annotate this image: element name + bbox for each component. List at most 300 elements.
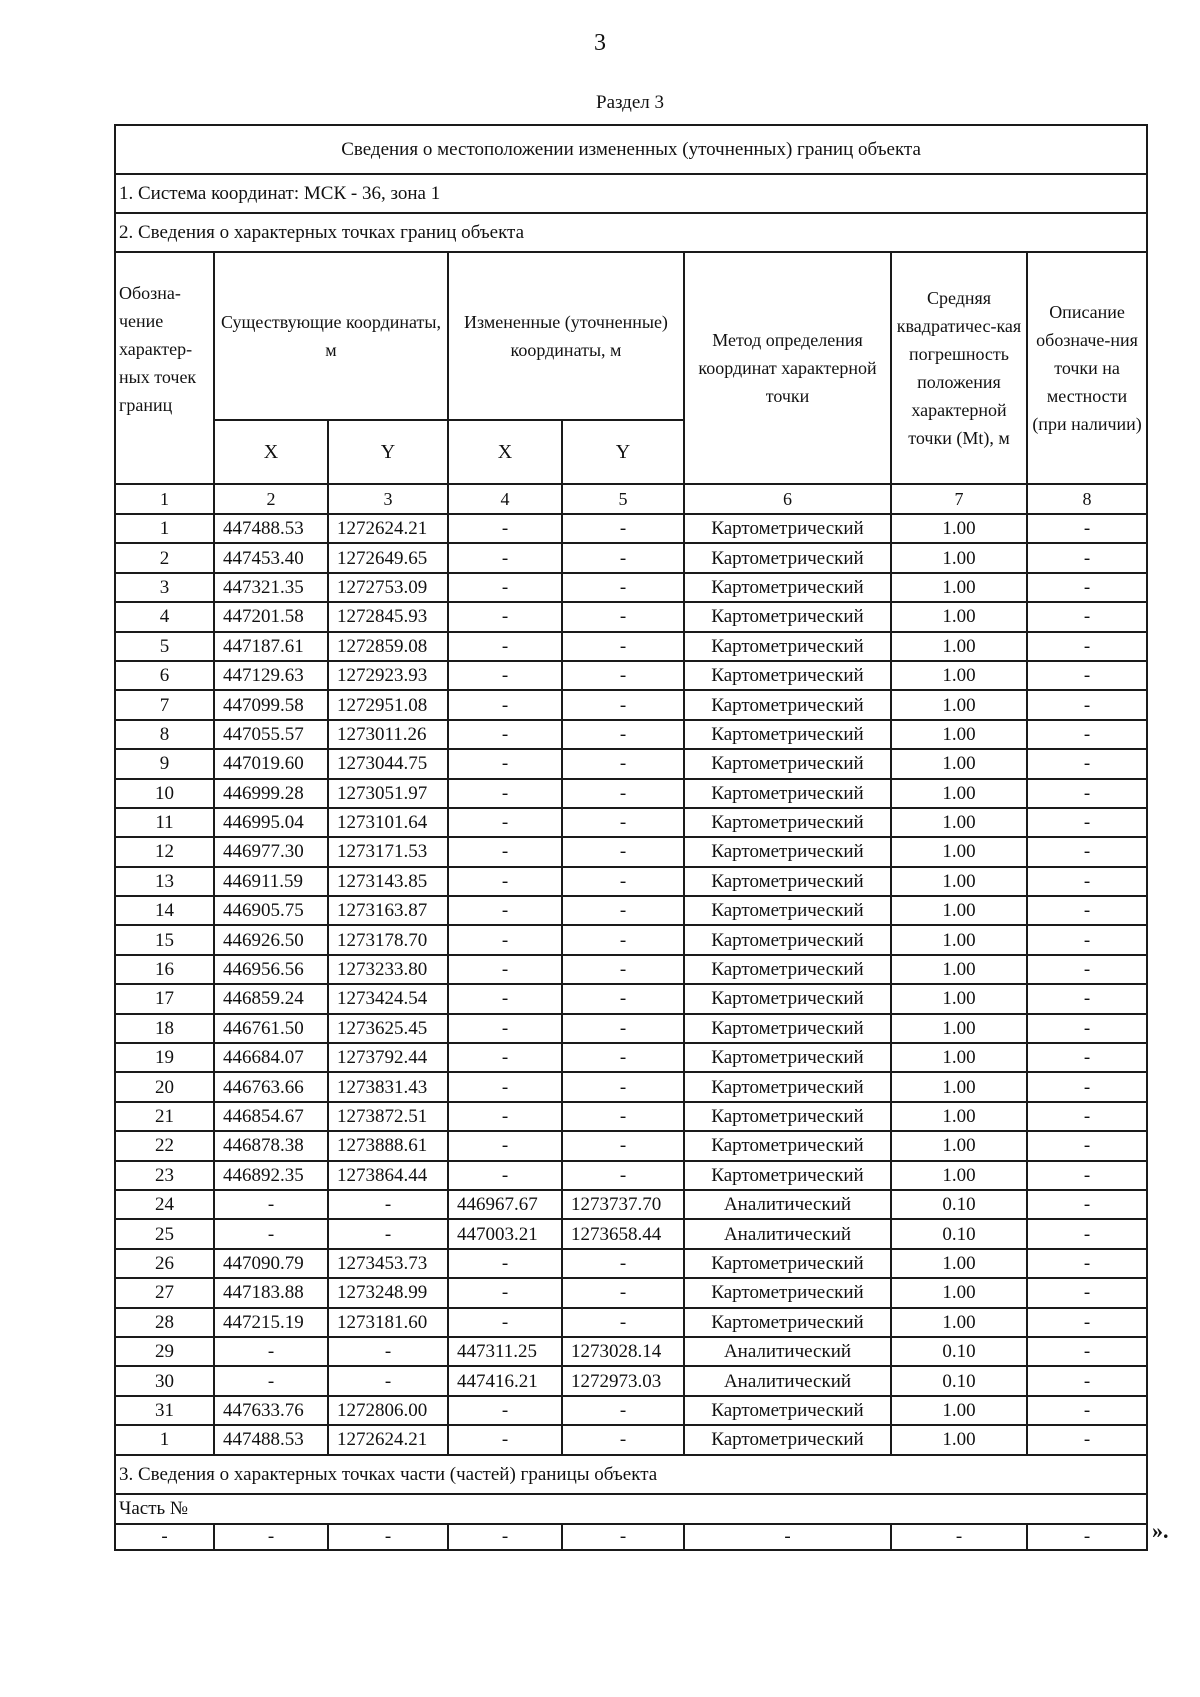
cell-existing-x: 447183.88 [214, 1278, 328, 1307]
cell-point-number: 3 [115, 573, 214, 602]
part-cell: - [562, 1524, 684, 1550]
cell-description: - [1027, 1161, 1147, 1190]
cell-rms-error: 1.00 [891, 1249, 1027, 1278]
table-row [115, 661, 1147, 690]
table-row [115, 602, 1147, 631]
cell-description: - [1027, 1249, 1147, 1278]
cell-existing-x: 446926.50 [214, 925, 328, 954]
cell-existing-y: 1272859.08 [328, 632, 448, 661]
cell-existing-y: 1273424.54 [328, 984, 448, 1013]
table-row [115, 984, 1147, 1013]
cell-changed-y: - [562, 1425, 684, 1454]
cell-rms-error: 1.00 [891, 1278, 1027, 1307]
header-existing-x: X [214, 420, 328, 484]
cell-rms-error: 1.00 [891, 779, 1027, 808]
cell-description: - [1027, 779, 1147, 808]
cell-rms-error: 1.00 [891, 1043, 1027, 1072]
cell-rms-error: 1.00 [891, 1102, 1027, 1131]
cell-existing-x: 446763.66 [214, 1072, 328, 1101]
table-row [115, 1308, 1147, 1337]
cell-changed-x: - [448, 955, 562, 984]
cell-description: - [1027, 925, 1147, 954]
cell-method: Картометрический [684, 1425, 891, 1454]
cell-method: Картометрический [684, 925, 891, 954]
table-row [115, 808, 1147, 837]
cell-existing-x: 447019.60 [214, 749, 328, 778]
column-number: 2 [214, 484, 328, 514]
cell-existing-y: 1272845.93 [328, 602, 448, 631]
cell-changed-x: - [448, 720, 562, 749]
cell-rms-error: 1.00 [891, 1308, 1027, 1337]
part-cell: - [328, 1524, 448, 1550]
cell-point-number: 8 [115, 720, 214, 749]
cell-changed-x: - [448, 543, 562, 572]
table-row [115, 632, 1147, 661]
cell-existing-x: 447055.57 [214, 720, 328, 749]
cell-existing-x: 447090.79 [214, 1249, 328, 1278]
cell-rms-error: 1.00 [891, 720, 1027, 749]
part-label: Часть № [115, 1494, 1147, 1524]
cell-existing-y: 1273233.80 [328, 955, 448, 984]
cell-point-number: 12 [115, 837, 214, 866]
cell-method: Картометрический [684, 837, 891, 866]
cell-method: Картометрический [684, 1308, 891, 1337]
cell-point-number: 31 [115, 1396, 214, 1425]
cell-existing-x: 447488.53 [214, 1425, 328, 1454]
cell-existing-y: 1273051.97 [328, 779, 448, 808]
cell-changed-y: - [562, 1131, 684, 1160]
cell-rms-error: 1.00 [891, 867, 1027, 896]
table-row [115, 690, 1147, 719]
cell-rms-error: 1.00 [891, 1014, 1027, 1043]
cell-description: - [1027, 1219, 1147, 1248]
cell-rms-error: 1.00 [891, 837, 1027, 866]
cell-changed-x: 446967.67 [448, 1190, 562, 1219]
cell-changed-y: - [562, 749, 684, 778]
cell-existing-y: 1273872.51 [328, 1102, 448, 1131]
cell-changed-x: - [448, 1161, 562, 1190]
cell-point-number: 1 [115, 1425, 214, 1454]
part-cell: - [1027, 1524, 1147, 1550]
cell-description: - [1027, 514, 1147, 543]
table-row [115, 1366, 1147, 1395]
header-existing-coords: Существующие координаты, м [214, 252, 448, 420]
cell-rms-error: 1.00 [891, 1396, 1027, 1425]
cell-method: Картометрический [684, 514, 891, 543]
cell-point-number: 4 [115, 602, 214, 631]
cell-existing-x: 447453.40 [214, 543, 328, 572]
cell-changed-y: 1273658.44 [562, 1219, 684, 1248]
cell-point-number: 28 [115, 1308, 214, 1337]
cell-point-number: 29 [115, 1337, 214, 1366]
cell-changed-x: - [448, 779, 562, 808]
cell-existing-x: - [214, 1190, 328, 1219]
cell-changed-x: - [448, 1425, 562, 1454]
cell-existing-y: 1273181.60 [328, 1308, 448, 1337]
cell-point-number: 25 [115, 1219, 214, 1248]
cell-changed-x: - [448, 1308, 562, 1337]
cell-existing-y: 1272624.21 [328, 514, 448, 543]
cell-existing-x: 447099.58 [214, 690, 328, 719]
cell-rms-error: 1.00 [891, 896, 1027, 925]
cell-changed-x: - [448, 661, 562, 690]
cell-method: Картометрический [684, 955, 891, 984]
cell-rms-error: 1.00 [891, 808, 1027, 837]
coordinate-system: 1. Система координат: МСК - 36, зона 1 [115, 174, 1147, 213]
cell-method: Картометрический [684, 896, 891, 925]
cell-changed-y: - [562, 1043, 684, 1072]
cell-existing-y: 1273625.45 [328, 1014, 448, 1043]
table-row [115, 1014, 1147, 1043]
cell-rms-error: 0.10 [891, 1337, 1027, 1366]
cell-changed-y: - [562, 1072, 684, 1101]
cell-point-number: 1 [115, 514, 214, 543]
table-row [115, 1161, 1147, 1190]
part-cell: - [684, 1524, 891, 1550]
cell-changed-y: - [562, 1278, 684, 1307]
cell-description: - [1027, 955, 1147, 984]
cell-method: Картометрический [684, 1278, 891, 1307]
table-row [115, 1131, 1147, 1160]
cell-changed-x: - [448, 867, 562, 896]
cell-rms-error: 0.10 [891, 1366, 1027, 1395]
cell-description: - [1027, 1366, 1147, 1395]
cell-changed-x: - [448, 1102, 562, 1131]
cell-method: Картометрический [684, 984, 891, 1013]
cell-method: Картометрический [684, 602, 891, 631]
cell-existing-x: 446854.67 [214, 1102, 328, 1131]
cell-existing-y: 1272624.21 [328, 1425, 448, 1454]
cell-changed-x: - [448, 1131, 562, 1160]
part-cell: - [115, 1524, 214, 1550]
cell-description: - [1027, 749, 1147, 778]
table-row [115, 925, 1147, 954]
cell-method: Картометрический [684, 867, 891, 896]
column-number: 8 [1027, 484, 1147, 514]
cell-changed-x: - [448, 602, 562, 631]
cell-rms-error: 1.00 [891, 690, 1027, 719]
cell-method: Картометрический [684, 1161, 891, 1190]
table-row [115, 1072, 1147, 1101]
cell-method: Картометрический [684, 1131, 891, 1160]
header-description: Описание обозначе-ния точки на местности (при наличии) [1027, 252, 1147, 484]
cell-existing-x: 446684.07 [214, 1043, 328, 1072]
column-number: 6 [684, 484, 891, 514]
cell-description: - [1027, 1396, 1147, 1425]
cell-point-number: 5 [115, 632, 214, 661]
cell-point-number: 18 [115, 1014, 214, 1043]
cell-method: Картометрический [684, 1102, 891, 1131]
table-row [115, 543, 1147, 572]
cell-description: - [1027, 632, 1147, 661]
table-row [115, 1278, 1147, 1307]
cell-point-number: 24 [115, 1190, 214, 1219]
header-changed-x: X [448, 420, 562, 484]
cell-description: - [1027, 1043, 1147, 1072]
cell-description: - [1027, 808, 1147, 837]
cell-existing-x: 446956.56 [214, 955, 328, 984]
cell-description: - [1027, 1190, 1147, 1219]
cell-method: Картометрический [684, 543, 891, 572]
cell-point-number: 2 [115, 543, 214, 572]
cell-point-number: 19 [115, 1043, 214, 1072]
part-dash-row [115, 1524, 1147, 1550]
cell-changed-y: - [562, 1014, 684, 1043]
cell-point-number: 22 [115, 1131, 214, 1160]
cell-method: Картометрический [684, 779, 891, 808]
cell-description: - [1027, 837, 1147, 866]
cell-changed-y: - [562, 1161, 684, 1190]
cell-changed-y: - [562, 1249, 684, 1278]
cell-rms-error: 1.00 [891, 632, 1027, 661]
cell-method: Картометрический [684, 573, 891, 602]
cell-point-number: 11 [115, 808, 214, 837]
cell-changed-y: - [562, 984, 684, 1013]
cell-existing-y: - [328, 1337, 448, 1366]
cell-point-number: 17 [115, 984, 214, 1013]
cell-description: - [1027, 661, 1147, 690]
cell-description: - [1027, 1102, 1147, 1131]
cell-description: - [1027, 720, 1147, 749]
cell-existing-y: - [328, 1190, 448, 1219]
cell-description: - [1027, 896, 1147, 925]
cell-changed-x: - [448, 925, 562, 954]
cell-changed-x: - [448, 632, 562, 661]
cell-existing-x: 446999.28 [214, 779, 328, 808]
cell-point-number: 6 [115, 661, 214, 690]
cell-rms-error: 1.00 [891, 1072, 1027, 1101]
cell-point-number: 30 [115, 1366, 214, 1395]
cell-rms-error: 1.00 [891, 1131, 1027, 1160]
cell-existing-y: 1273101.64 [328, 808, 448, 837]
part-cell: - [891, 1524, 1027, 1550]
boundary-table [114, 124, 1148, 1551]
cell-existing-x: - [214, 1337, 328, 1366]
cell-description: - [1027, 1278, 1147, 1307]
cell-point-number: 9 [115, 749, 214, 778]
header-existing-y: Y [328, 420, 448, 484]
column-number: 5 [562, 484, 684, 514]
cell-changed-y: - [562, 837, 684, 866]
cell-method: Картометрический [684, 690, 891, 719]
cell-existing-x: 446905.75 [214, 896, 328, 925]
cell-changed-x: - [448, 1072, 562, 1101]
part-cell: - [214, 1524, 328, 1550]
cell-changed-x: - [448, 896, 562, 925]
table-row [115, 955, 1147, 984]
cell-point-number: 26 [115, 1249, 214, 1278]
table-row [115, 896, 1147, 925]
cell-rms-error: 1.00 [891, 984, 1027, 1013]
cell-existing-x: 446878.38 [214, 1131, 328, 1160]
cell-changed-x: - [448, 1014, 562, 1043]
cell-method: Картометрический [684, 1072, 891, 1101]
cell-existing-y: 1273453.73 [328, 1249, 448, 1278]
cell-changed-y: - [562, 955, 684, 984]
cell-method: Картометрический [684, 632, 891, 661]
cell-rms-error: 1.00 [891, 661, 1027, 690]
column-number: 7 [891, 484, 1027, 514]
cell-point-number: 10 [115, 779, 214, 808]
cell-changed-y: - [562, 925, 684, 954]
cell-method: Картометрический [684, 1249, 891, 1278]
cell-changed-y: - [562, 720, 684, 749]
cell-existing-y: 1273248.99 [328, 1278, 448, 1307]
cell-changed-y: - [562, 632, 684, 661]
cell-existing-x: 447215.19 [214, 1308, 328, 1337]
cell-existing-x: 447187.61 [214, 632, 328, 661]
cell-description: - [1027, 1425, 1147, 1454]
cell-rms-error: 1.00 [891, 543, 1027, 572]
cell-existing-y: 1273178.70 [328, 925, 448, 954]
cell-changed-y: 1272973.03 [562, 1366, 684, 1395]
table-row [115, 1337, 1147, 1366]
cell-existing-y: 1273044.75 [328, 749, 448, 778]
table-row [115, 514, 1147, 543]
table-row [115, 1043, 1147, 1072]
table-row [115, 720, 1147, 749]
cell-rms-error: 1.00 [891, 514, 1027, 543]
cell-changed-x: 447311.25 [448, 1337, 562, 1366]
cell-changed-y: - [562, 543, 684, 572]
part-cell: - [448, 1524, 562, 1550]
cell-existing-x: 446911.59 [214, 867, 328, 896]
table-row [115, 1249, 1147, 1278]
header-method: Метод определения координат характерной точки [684, 252, 891, 484]
cell-description: - [1027, 1337, 1147, 1366]
cell-changed-x: 447003.21 [448, 1219, 562, 1248]
cell-method: Аналитический [684, 1219, 891, 1248]
page-number: 3 [594, 30, 606, 56]
table-row [115, 1425, 1147, 1454]
cell-changed-y: - [562, 602, 684, 631]
cell-point-number: 16 [115, 955, 214, 984]
cell-point-number: 23 [115, 1161, 214, 1190]
cell-changed-y: - [562, 867, 684, 896]
cell-changed-x: - [448, 690, 562, 719]
table-row [115, 749, 1147, 778]
cell-description: - [1027, 602, 1147, 631]
table-row [115, 779, 1147, 808]
table-row [115, 573, 1147, 602]
header-changed-coords: Измененные (уточненные) координаты, м [448, 252, 684, 420]
column-number: 3 [328, 484, 448, 514]
table-row [115, 867, 1147, 896]
cell-method: Картометрический [684, 1396, 891, 1425]
cell-description: - [1027, 690, 1147, 719]
cell-existing-x: 447633.76 [214, 1396, 328, 1425]
column-number: 4 [448, 484, 562, 514]
cell-rms-error: 1.00 [891, 955, 1027, 984]
cell-rms-error: 1.00 [891, 925, 1027, 954]
cell-changed-x: - [448, 573, 562, 602]
cell-existing-y: 1272649.65 [328, 543, 448, 572]
cell-method: Картометрический [684, 808, 891, 837]
cell-changed-x: - [448, 984, 562, 1013]
cell-changed-y: - [562, 1396, 684, 1425]
cell-changed-y: - [562, 514, 684, 543]
cell-existing-x: 446761.50 [214, 1014, 328, 1043]
cell-existing-x: 447321.35 [214, 573, 328, 602]
cell-changed-x: - [448, 1249, 562, 1278]
cell-existing-x: 446995.04 [214, 808, 328, 837]
cell-changed-x: - [448, 514, 562, 543]
cell-method: Картометрический [684, 749, 891, 778]
cell-changed-x: - [448, 837, 562, 866]
cell-rms-error: 1.00 [891, 1425, 1027, 1454]
table-row [115, 1396, 1147, 1425]
cell-changed-y: 1273028.14 [562, 1337, 684, 1366]
cell-changed-y: - [562, 661, 684, 690]
cell-existing-y: 1273864.44 [328, 1161, 448, 1190]
cell-method: Аналитический [684, 1190, 891, 1219]
cell-method: Аналитический [684, 1366, 891, 1395]
table-row [115, 1190, 1147, 1219]
cell-rms-error: 0.10 [891, 1219, 1027, 1248]
cell-changed-y: - [562, 808, 684, 837]
cell-point-number: 7 [115, 690, 214, 719]
cell-existing-y: - [328, 1366, 448, 1395]
cell-existing-x: 446977.30 [214, 837, 328, 866]
cell-method: Картометрический [684, 1014, 891, 1043]
column-number: 1 [115, 484, 214, 514]
table-row [115, 1219, 1147, 1248]
cell-changed-y: - [562, 690, 684, 719]
header-point-designation: Обозна-чение характер-ных точек границ [115, 252, 214, 484]
cell-method: Аналитический [684, 1337, 891, 1366]
cell-point-number: 14 [115, 896, 214, 925]
cell-existing-x: 447488.53 [214, 514, 328, 543]
cell-point-number: 27 [115, 1278, 214, 1307]
cell-changed-y: 1273737.70 [562, 1190, 684, 1219]
cell-description: - [1027, 1014, 1147, 1043]
parts-heading: 3. Сведения о характерных точках части (частей) границы объекта [115, 1455, 1147, 1494]
cell-rms-error: 1.00 [891, 602, 1027, 631]
section-title: Раздел 3 [596, 92, 664, 113]
cell-changed-x: 447416.21 [448, 1366, 562, 1395]
cell-rms-error: 0.10 [891, 1190, 1027, 1219]
cell-existing-y: 1272753.09 [328, 573, 448, 602]
cell-existing-y: 1273011.26 [328, 720, 448, 749]
cell-point-number: 15 [115, 925, 214, 954]
cell-description: - [1027, 1131, 1147, 1160]
cell-existing-y: 1273163.87 [328, 896, 448, 925]
cell-description: - [1027, 984, 1147, 1013]
cell-existing-y: 1272923.93 [328, 661, 448, 690]
points-heading: 2. Сведения о характерных точках границ объекта [115, 213, 1147, 252]
table-title: Сведения о местоположении измененных (уточненных) границ объекта [115, 125, 1147, 174]
cell-existing-y: 1273792.44 [328, 1043, 448, 1072]
cell-changed-y: - [562, 573, 684, 602]
cell-changed-x: - [448, 1043, 562, 1072]
header-rms-error: Средняя квадратичес-кая погрешность положения характерной точки (Mt), м [891, 252, 1027, 484]
table-row [115, 837, 1147, 866]
cell-existing-x: 447201.58 [214, 602, 328, 631]
cell-changed-y: - [562, 1308, 684, 1337]
header-changed-y: Y [562, 420, 684, 484]
cell-changed-x: - [448, 749, 562, 778]
cell-existing-y: 1272951.08 [328, 690, 448, 719]
cell-description: - [1027, 1072, 1147, 1101]
cell-existing-x: 447129.63 [214, 661, 328, 690]
cell-existing-y: 1272806.00 [328, 1396, 448, 1425]
closing-quote-mark: ». [1152, 1518, 1169, 1543]
cell-existing-x: 446859.24 [214, 984, 328, 1013]
table-row [115, 1102, 1147, 1131]
cell-existing-x: 446892.35 [214, 1161, 328, 1190]
cell-point-number: 21 [115, 1102, 214, 1131]
cell-point-number: 13 [115, 867, 214, 896]
